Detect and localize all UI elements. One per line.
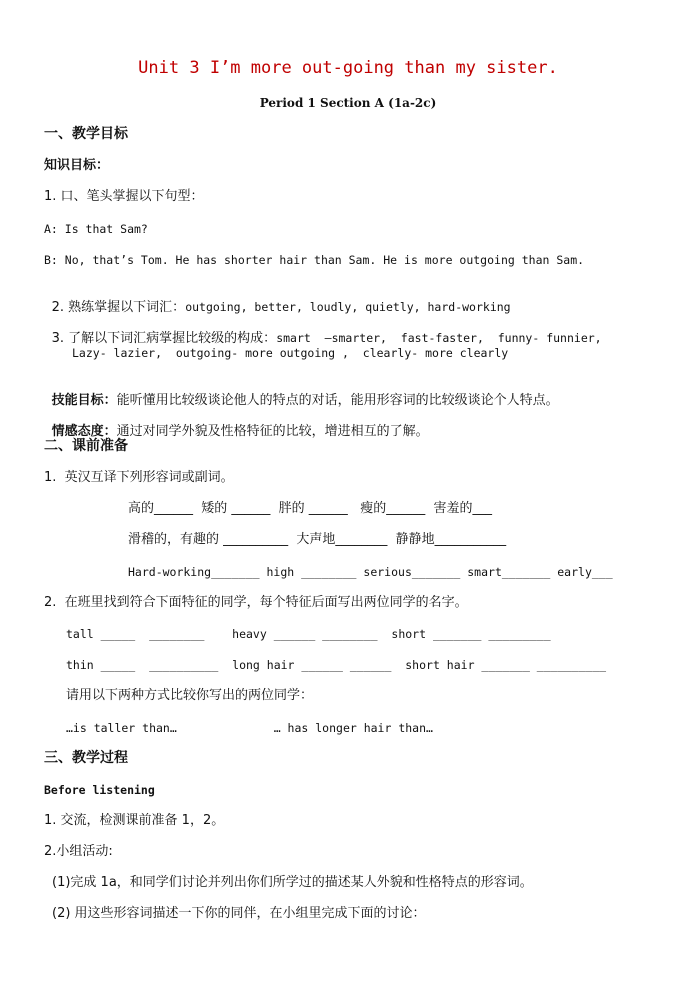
compare-instruction: 请用以下两种方式比较你写出的两位同学： <box>66 688 314 703</box>
process-item-2-2: (2) 用这些形容词描述一下你的同伴，在小组里完成下面的讨论： <box>52 906 426 921</box>
knowledge-objectives-label: 知识目标： <box>44 158 110 173</box>
emotion-objectives <box>44 407 429 440</box>
knowledge-item-3-continued: Lazy- lazier, outgoing- more outgoing , clearly- more clearly <box>72 346 509 360</box>
knowledge-item-3-prefix: 3. 了解以下词汇病掌握比较级的构成： <box>51 331 277 346</box>
skill-objectives-label: 技能目标： <box>51 393 117 408</box>
preparation-item-1: 1. 英汉互译下列形容词或副词。 <box>44 470 234 485</box>
skill-objectives-text: 能听懂用比较级谈论他人的特点的对话，能用形容词的比较级谈论个人特点。 <box>116 393 559 408</box>
translation-row-1: 高的______ 矮的 ______ 胖的 ______ 瘦的______ 害羞的___ <box>128 501 492 516</box>
emotion-objectives-label: 情感态度： <box>51 424 117 439</box>
knowledge-item-3 <box>44 314 602 347</box>
compare-patterns: …is taller than… … has longer hair than… <box>66 721 433 735</box>
dialogue-line-b: B: No, that’s Tom. He has shorter hair than Sam. He is more outgoing than Sam. <box>44 253 585 267</box>
before-listening-heading: Before listening <box>44 783 155 797</box>
translation-row-2: 滑稽的，有趣的 __________ 大声地________ 静静地___________ <box>128 532 507 547</box>
feature-row-2: thin _____ __________ long hair ______ ______ short hair _______ __________ <box>66 658 607 672</box>
section-heading-process: 三、教学过程 <box>44 750 128 766</box>
section-heading-objectives: 一、教学目标 <box>44 126 128 142</box>
knowledge-item-1: 1. 口、笔头掌握以下句型： <box>44 189 204 204</box>
skill-objectives <box>44 376 559 409</box>
document-subtitle: Period 1 Section A (1a-2c) <box>259 96 437 110</box>
knowledge-item-2 <box>44 283 511 316</box>
process-item-1: 1. 交流，检测课前准备 1，2。 <box>44 813 225 828</box>
process-item-2: 2.小组活动: <box>44 844 113 859</box>
emotion-objectives-text: 通过对同学外貌及性格特征的比较，增进相互的了解。 <box>116 424 429 439</box>
section-heading-preparation: 二、课前准备 <box>44 438 128 454</box>
document-title: Unit 3 I’m more out-going than my sister. <box>138 58 558 78</box>
preparation-item-2: 2. 在班里找到符合下面特征的同学，每个特征后面写出两位同学的名字。 <box>44 595 468 610</box>
dialogue-line-a: A: Is that Sam? <box>44 222 148 236</box>
translation-row-3: Hard-working_______ high ________ serious_______ smart_______ early___ <box>128 565 613 579</box>
knowledge-item-2-prefix: 2. 熟练掌握以下词汇： <box>51 300 186 315</box>
process-item-2-1: (1)完成 1a，和同学们讨论并列出你们所学过的描述某人外貌和性格特点的形容词。 <box>52 875 533 890</box>
knowledge-item-2-words: outgoing, better, loudly, quietly, hard-working <box>185 300 511 314</box>
feature-row-1: tall _____ ________ heavy ______ ________ short _______ _________ <box>66 627 551 641</box>
knowledge-item-3-words: smart –smarter, fast-faster, funny- funnier, <box>276 331 602 345</box>
